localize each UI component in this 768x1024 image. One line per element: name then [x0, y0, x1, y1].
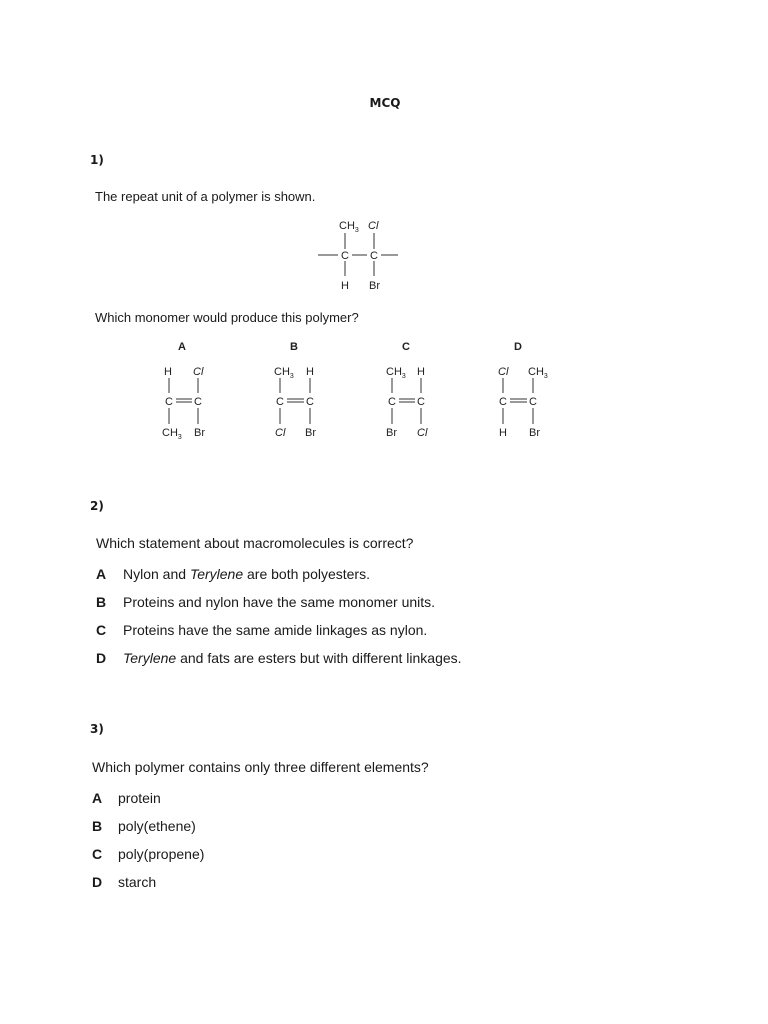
- question-3-option-b[interactable]: [92, 818, 196, 834]
- repeat-bottom-left-label: H: [341, 280, 349, 292]
- option-letter: C: [92, 846, 103, 862]
- option-text-italic: Terylene: [189, 566, 244, 582]
- choice-c-top-left: $CH_3$: [386, 366, 406, 380]
- option-letter: D: [96, 650, 107, 666]
- question-1-prompt: Which monomer would produce this polymer?: [95, 310, 359, 325]
- option-letter: D: [92, 874, 103, 890]
- choice-d-bottom-left: H: [499, 427, 507, 439]
- choice-b-bottom-left: Cl: [275, 427, 286, 439]
- question-2-option-d[interactable]: [96, 650, 462, 666]
- option-text: starch: [118, 874, 157, 890]
- choice-a-carbon-left: C: [165, 396, 173, 408]
- option-text: poly(propene): [118, 846, 205, 862]
- choice-b-top-left: $CH_3$: [274, 366, 294, 380]
- choice-b-bottom-right: Br: [305, 427, 316, 439]
- choice-b-carbon-right: C: [306, 396, 314, 408]
- question-3-stem: Which polymer contains only three different elements?: [92, 759, 429, 775]
- option-text: poly(ethene): [118, 818, 196, 834]
- choice-c-carbon-left: C: [388, 396, 396, 408]
- option-text-before: Nylon and: [123, 566, 190, 582]
- choice-b-header: B: [290, 341, 298, 353]
- question-3-option-c[interactable]: [92, 846, 204, 862]
- choice-c-bottom-right: Cl: [417, 427, 428, 439]
- question-3-number: 3): [90, 722, 104, 736]
- option-text-after: are both polyesters.: [243, 566, 370, 582]
- repeat-carbon-left: C: [341, 250, 349, 262]
- choice-c-carbon-right: C: [417, 396, 425, 408]
- question-2-option-b[interactable]: [96, 594, 435, 610]
- choice-d-carbon-right: C: [529, 396, 537, 408]
- option-letter: B: [92, 818, 103, 834]
- choice-c-top-right: H: [417, 366, 425, 378]
- choice-b-top-right: H: [306, 366, 314, 378]
- question-2-stem: Which statement about macromolecules is correct?: [96, 535, 414, 551]
- option-text: protein: [118, 790, 161, 806]
- choice-a-bottom-right: Br: [194, 427, 205, 439]
- choice-d-top-right: $CH_3$: [528, 366, 548, 380]
- question-1-stem: The repeat unit of a polymer is shown.: [95, 189, 316, 204]
- choice-d-carbon-left: C: [499, 396, 507, 408]
- repeat-top-right-label: Cl: [368, 220, 379, 232]
- choice-a-carbon-right: C: [194, 396, 202, 408]
- option-letter: A: [96, 566, 107, 582]
- option-text-after: and fats are esters but with different linkages.: [176, 650, 462, 666]
- choice-a-bottom-left: $CH_3$: [162, 427, 182, 441]
- question-1-number: 1): [90, 153, 104, 167]
- question-2-option-a[interactable]: [96, 566, 370, 582]
- question-2-option-c[interactable]: [96, 622, 427, 638]
- choice-b-carbon-left: C: [276, 396, 284, 408]
- choice-a-top-right: Cl: [193, 366, 204, 378]
- repeat-top-left-label: $CH_3$: [339, 220, 359, 234]
- page-title: MCQ: [369, 96, 401, 110]
- question-2-number: 2): [90, 499, 104, 513]
- option-text-italic: Terylene: [123, 650, 177, 666]
- choice-c-header: C: [402, 341, 410, 353]
- option-text: Proteins and nylon have the same monomer units.: [123, 594, 436, 610]
- choice-d-bottom-right: Br: [529, 427, 540, 439]
- choice-d-header: D: [514, 341, 522, 353]
- option-text: Proteins have the same amide linkages as nylon.: [123, 622, 428, 638]
- option-letter: B: [96, 594, 107, 610]
- repeat-carbon-right: C: [370, 250, 378, 262]
- option-letter: A: [92, 790, 103, 806]
- option-letter: C: [96, 622, 107, 638]
- choice-a-top-left: H: [164, 366, 172, 378]
- question-3-option-a[interactable]: [92, 790, 161, 806]
- choice-c-bottom-left: Br: [386, 427, 397, 439]
- choice-a-header: A: [178, 341, 186, 353]
- repeat-bottom-right-label: Br: [369, 280, 380, 292]
- question-3-option-d[interactable]: [92, 874, 156, 890]
- choice-d-top-left: Cl: [498, 366, 509, 378]
